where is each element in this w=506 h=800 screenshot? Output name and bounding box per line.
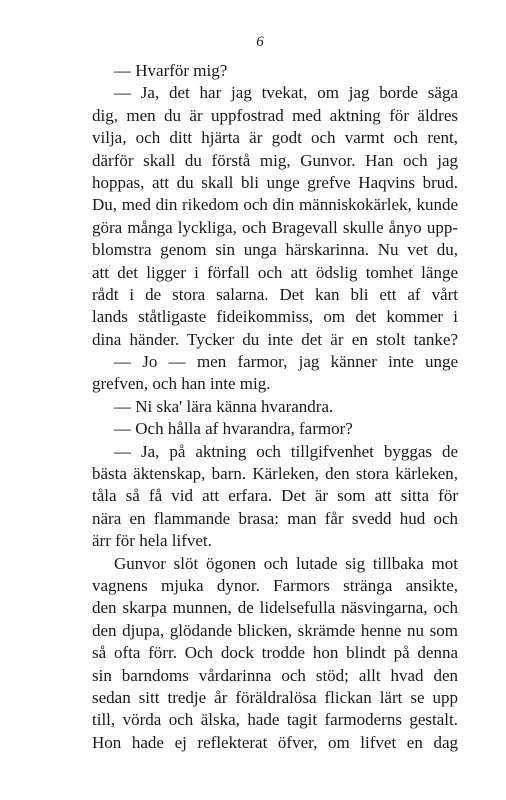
text-line: dig, men du är uppfostrad med aktning för äldres	[92, 105, 458, 125]
page-number: 6	[256, 34, 264, 50]
text-line: — Hvarför mig?	[114, 61, 228, 80]
text-line: dina händer. Tycker du inte det är en stolt tanke?	[92, 329, 458, 349]
text-line: blomstra genom sin unga härskarinna. Nu vet du,	[92, 240, 458, 260]
text-line: — Jo — men farmor, jag känner inte unge	[114, 352, 458, 372]
text-line: att det ligger i förfall och att ödslig tomhet länge	[92, 262, 458, 282]
text-line: Gunvor slöt ögonen och lutade sig tillbaka mot	[114, 553, 458, 573]
text-line: göra många lyckliga, och Bragevall skulle ånyo upp-	[92, 217, 458, 237]
text-line: den djupa, glödande blicken, skrämde henne nu som	[92, 620, 458, 640]
text-line: — Ni ska' lära känna hvarandra.	[114, 396, 334, 416]
text-line: — Ja, på aktning och tillgifvenhet byggas de	[114, 441, 458, 461]
text-line: lands ståtligaste fideikommiss, om det kommer i	[92, 307, 458, 327]
text-line: nära en flammande brasa: man får svedd hud och	[92, 508, 458, 528]
text-line: sedan sitt tredje år föräldralösa flickan lärt se upp	[92, 687, 458, 707]
text-line: därför skall du förstå mig, Gunvor. Han och jag	[92, 150, 458, 170]
text-line: hoppas, att du skall bli unge grefve Haqvins brud.	[92, 172, 458, 192]
text-line: så ofta förr. Och dock trodde hon blindt på denna	[92, 643, 458, 663]
text-line: ärr för hela lifvet.	[92, 531, 212, 551]
text-line: till, vörda och älska, hade tagit farmoderns gestalt.	[92, 710, 458, 730]
text-line: — Ja, det har jag tvekat, om jag borde säga	[114, 83, 458, 103]
text-line: — Och hålla af hvarandra, farmor?	[114, 419, 353, 439]
text-line: bästa äktenskap, barn. Kärleken, den stora kärleken,	[92, 464, 458, 484]
text-line: Du, med din rikedom och din människokärlek, kunde	[92, 195, 458, 215]
text-line: vilja, och ditt hjärta är godt och varmt och rent,	[92, 128, 458, 148]
text-line: tåla så få vid att erfara. Det är som att sitta för	[92, 486, 458, 506]
body-text	[92, 60, 458, 754]
text-line: rådt i de stora salarna. Det kan bli ett af vårt	[92, 284, 458, 304]
text-line: sin barndoms vårdarinna och stöd; allt hvad den	[92, 665, 458, 685]
text-line: vagnens mjuka dynor. Farmors stränga ansikte,	[92, 575, 458, 595]
text-line: Hon hade ej reflekterat öfver, om lifvet en dag	[92, 732, 458, 752]
text-line: den skarpa munnen, de lidelsefulla näsvingarna, och	[92, 598, 458, 618]
text-line: grefven, och han inte mig.	[92, 374, 271, 394]
